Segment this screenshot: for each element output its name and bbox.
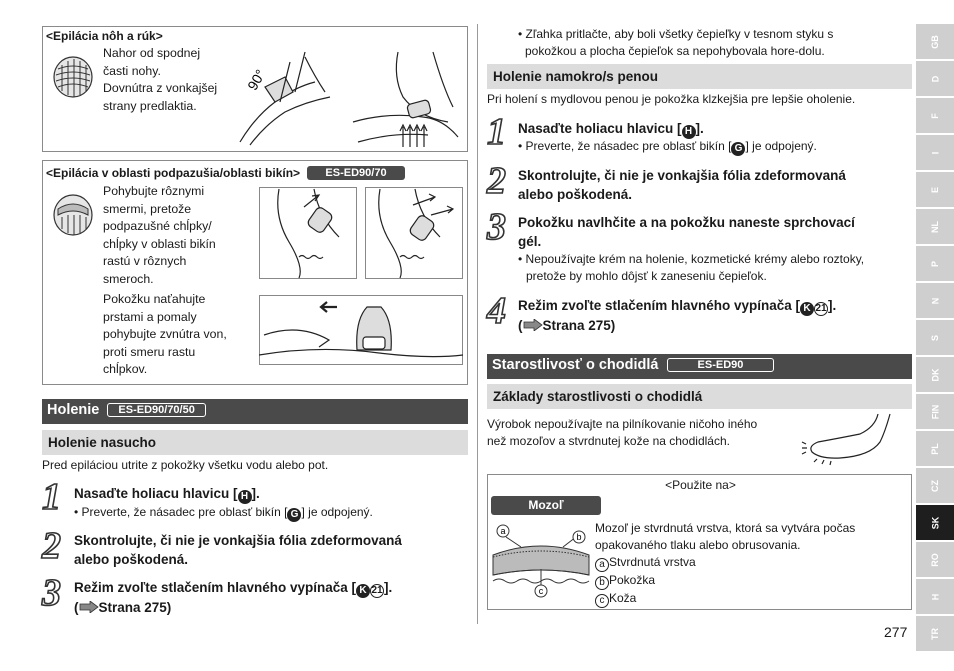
tab-cz[interactable]: CZ [916,468,954,503]
step-title: Pokožku navlhčite a na pokožku naneste sprchovací gél. [518,215,855,249]
epilation-underarm-bikini-box [42,160,468,385]
model-badge: ES-ED90/70 [307,166,404,180]
foot-care-text: Výrobok nepoužívajte na pilníkovanie ničoho iného než mozoľov a stvrdnutej kože na chodidlách. [487,417,758,448]
epilation-head-icon [48,47,98,103]
model-badge: ES-ED90/70/50 [107,403,205,417]
legend-item: b Pokožka [595,572,855,590]
step-note: • Preverte, že násadec pre oblasť bikín [ G ] je odpojený. [74,505,373,520]
angle-label: 90° [244,66,269,93]
part-h-icon: H [238,490,252,504]
underarm-illustration-1 [259,187,357,279]
tab-pl[interactable]: PL [916,431,954,466]
use-on-header: <Použite na> [665,478,736,492]
step-number: 2 [42,525,61,567]
step-title: Režim zvoľte stlačením hlavného vypínača [ K 21]. ( Strana 275) [518,298,837,333]
item-21-icon: 21 [371,585,383,596]
tab-nl[interactable]: NL [916,209,954,244]
step-number: 4 [487,290,506,332]
tab-i[interactable]: I [916,135,954,170]
tab-d[interactable]: D [916,61,954,96]
dry-shaving-intro: Pred epiláciou utrite z pokožky všetku vodu alebo pot. [42,458,329,472]
tab-gb[interactable]: GB [916,24,954,59]
step-note: • Nepoužívajte krém na holenie, kozmetické krémy alebo roztoky, pretože by mohlo dôjsť k zaneseniu čepieľok. [518,252,865,283]
tab-sk[interactable]: SK [916,505,954,540]
legend-item: a Stvrdnutá vrstva [595,554,855,572]
language-tabs [916,24,954,653]
tab-e[interactable]: E [916,172,954,207]
tab-f[interactable]: F [916,98,954,133]
shaving-section-header: Holenie ES-ED90/70/50 [42,399,468,424]
arm-illustration [348,47,466,147]
page-number: 277 [884,624,908,640]
epilation-legs-arms-box [42,26,468,152]
callus-info-box [487,474,912,610]
underarm-illustration-2 [365,187,463,279]
tab-tr[interactable]: TR [916,616,954,651]
page-reference-arrow-icon [79,601,99,613]
callus-badge: Mozoľ [491,496,601,515]
tab-s[interactable]: S [916,320,954,355]
step-number: 2 [487,160,506,202]
tab-h[interactable]: H [916,579,954,614]
part-h-icon: H [682,125,696,139]
leg-illustration [235,47,345,147]
wet-shaving-subheader: Holenie namokro/s penou [487,64,912,89]
foot-care-section-header: Starostlivosť o chodidlá ES-ED90 [487,354,912,379]
bikini-attachment-icon [48,185,98,241]
part-k-icon: K [800,302,814,316]
step-note: • Preverte, že násadec pre oblasť bikín [ G ] je odpojený. [518,139,817,154]
box-header: <Epilácia nôh a rúk> [46,29,163,43]
step-title: Nasaďte holiacu hlavicu [ H ]. [74,486,260,502]
model-badge: ES-ED90 [667,358,775,372]
step-title: Skontrolujte, či nie je vonkajšia fólia zdeformovaná alebo poškodená. [518,168,846,202]
wet-shaving-intro: Pri holení s mydlovou penou je pokožka klzkejšia pre lepšie oholenie. [487,92,856,106]
skin-layers-diagram [491,523,591,601]
underarm-text-a: Pohybujte rôznymi smermi, pretože podpazušné chĺpky/ chĺpky v oblasti bikín rastú v rôznych smeroch. [103,184,216,286]
part-g-icon: G [287,508,301,522]
dry-shaving-subheader: Holenie nasucho [42,430,468,455]
part-k-icon: K [356,584,370,598]
pressure-note: • Zľahka pritlačte, aby boli všetky čepieľky v tesnom styku s pokožkou a plocha čepieľok sa nepohybovala hore-dolu. [518,27,834,58]
step-title: Nasaďte holiacu hlavicu [ H ]. [518,121,704,137]
part-g-icon: G [731,142,745,156]
box-header: <Epilácia v oblasti podpazušia/oblasti bikín> ES-ED90/70 [46,166,405,180]
step-title: Skontrolujte, či nie je vonkajšia fólia zdeformovaná alebo poškodená. [74,533,402,567]
page-reference-arrow-icon [523,319,543,331]
column-divider [477,24,478,624]
diagram-label-a: a [500,526,506,536]
diagram-label-c: c [538,586,544,596]
foot-illustration [800,412,910,468]
tab-fin[interactable]: FIN [916,394,954,429]
legend-item: c Koža [595,590,855,608]
tab-dk[interactable]: DK [916,357,954,392]
item-21-icon: 21 [815,303,827,314]
callus-description: Mozoľ je stvrdnutá vrstva, ktorá sa vytvára počas opakovaného tlaku alebo obrusovania. a Stvrdnutá vrstva b Pokožka c Koža [595,521,856,606]
diagram-label-b: b [576,532,582,542]
tab-p[interactable]: P [916,246,954,281]
step-number: 3 [487,206,506,248]
skin-stretch-illustration [259,295,463,365]
step-title: Režim zvoľte stlačením hlavného vypínača [ K 21]. ( Strana 275) [74,580,393,615]
step-number: 1 [42,476,61,518]
foot-care-subheader: Základy starostlivosti o chodidlá [487,384,912,409]
underarm-text-b: Pokožku naťahujte prstami a pomaly pohybujte zvnútra von, proti smeru rastu chĺpkov. [103,292,227,376]
tab-n[interactable]: N [916,283,954,318]
legs-arms-text: Nahor od spodnej časti nohy. Dovnútra z vonkajšej strany predlaktia. [103,46,218,113]
step-number: 1 [487,111,506,153]
step-number: 3 [42,572,61,614]
tab-ro[interactable]: RO [916,542,954,577]
